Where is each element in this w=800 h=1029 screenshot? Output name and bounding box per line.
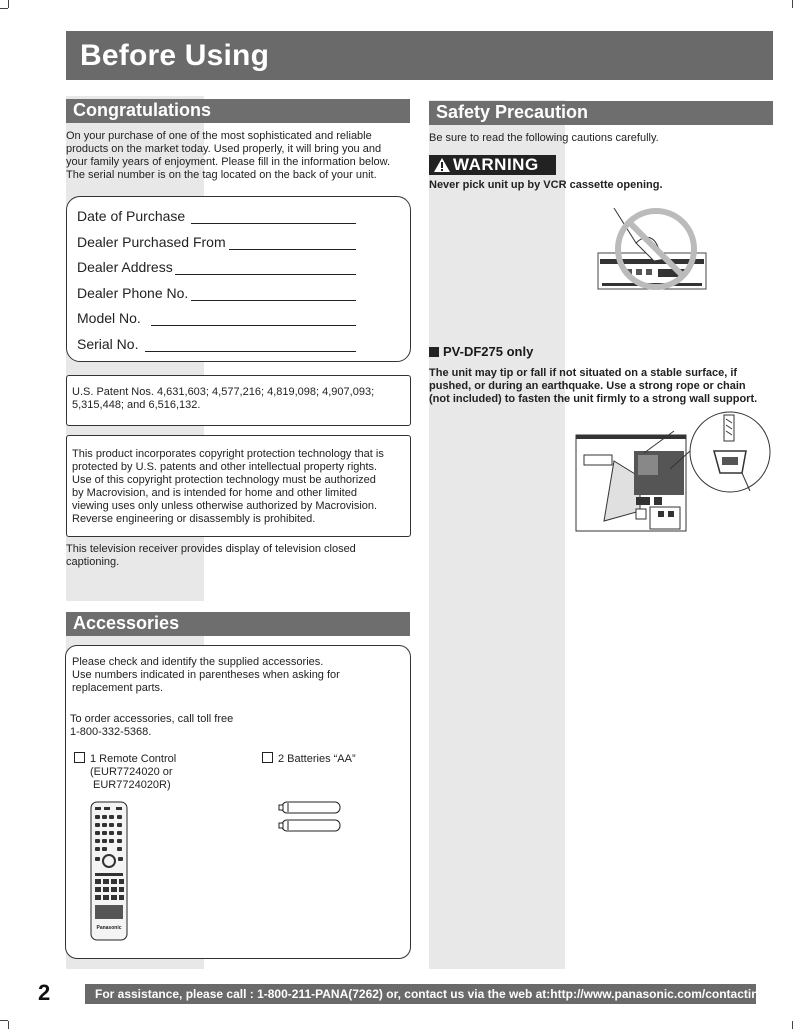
accessories-box xyxy=(65,645,411,959)
vcr-no-pickup-illustration xyxy=(596,203,708,295)
tv-strap-illustration xyxy=(574,411,774,533)
page-number: 2 xyxy=(38,980,51,1005)
assistance-footer xyxy=(85,984,770,1004)
congratulations-heading-bar xyxy=(66,99,410,123)
dealer-purchased-from-field[interactable] xyxy=(229,249,356,250)
registration-mark xyxy=(8,1021,9,1029)
captioning-text: This television receiver provides display of television closed captioning. xyxy=(66,543,356,568)
warning-label xyxy=(429,155,556,175)
safety-heading: Safety Precaution xyxy=(436,102,589,122)
registration-mark xyxy=(0,1020,8,1021)
warning-triangle-icon xyxy=(433,157,451,173)
patent-box xyxy=(66,375,411,426)
page-header xyxy=(66,31,773,80)
form-label-model: Model No. xyxy=(77,310,141,326)
serial-number-field[interactable] xyxy=(145,351,356,352)
model-heading: PV-DF275 only xyxy=(429,344,533,359)
remote-checkbox[interactable] xyxy=(74,752,85,763)
patent-text: U.S. Patent Nos. 4,631,603; 4,577,216; 4,819,098; 4,907,093; 5,315,448; and 6,516,132. xyxy=(72,386,375,411)
tip-warning-text: The unit may tip or fall if not situated on a stable surface, if pushed, or during an earthquake. Use a strong rope or chain (not included) to fasten the unit firmly to a strong wall support. xyxy=(429,367,758,405)
remote-brand-label: Panasonic xyxy=(96,925,122,931)
macrovision-box xyxy=(66,435,411,537)
congratulations-intro: On your purchase of one of the most sophisticated and reliable products on the market today. Used properly, it will bring you and your family years of enjoyment. Please fill in the information below. The serial number is on the tag located on the back of your unit. xyxy=(66,130,391,181)
accessories-check-text: Please check and identify the supplied accessories. Use numbers indicated in parentheses when asking for replacement parts. xyxy=(72,656,340,694)
accessory-item-batteries: 2 Batteries “AA” xyxy=(262,752,402,766)
page-title: Before Using xyxy=(80,39,270,72)
registration-mark xyxy=(8,0,9,8)
model-number-field[interactable] xyxy=(151,325,356,326)
registration-mark xyxy=(792,1021,793,1029)
batteries-checkbox[interactable] xyxy=(262,752,273,763)
accessories-heading: Accessories xyxy=(73,613,180,633)
registration-mark xyxy=(0,8,8,9)
form-label-date: Date of Purchase xyxy=(77,208,186,224)
safety-heading-bar xyxy=(429,101,773,125)
batteries-illustration xyxy=(277,800,343,834)
dealer-address-field[interactable] xyxy=(175,274,356,275)
form-label-serial: Serial No. xyxy=(77,336,139,352)
warning-message: Never pick unit up by VCR cassette opening. xyxy=(429,179,663,191)
registration-mark xyxy=(792,0,793,8)
form-label-dealer: Dealer Purchased From xyxy=(77,234,226,250)
remote-control-illustration xyxy=(90,801,128,941)
assistance-text: For assistance, please call : 1-800-211-PANA(7262) or, contact us via the web at:http://www.panasonic.com/contactinfo xyxy=(95,987,770,1001)
safety-intro: Be sure to read the following cautions carefully. xyxy=(429,132,659,144)
right-column-bg xyxy=(429,100,565,969)
form-label-phone: Dealer Phone No. xyxy=(77,285,189,301)
warning-text-label: WARNING xyxy=(453,155,539,174)
square-bullet-icon xyxy=(429,347,439,357)
accessory-item-remote: 1 Remote Control (EUR7724020 or EUR7724020R) xyxy=(74,752,254,792)
macrovision-text: This product incorporates copyright protection technology that is protected by U.S. patents and other intellectual property rights. Use of this copyright protection technology must be authorized by Macrovision, and is intended for home and other limited viewing uses only unless otherwise authorized by Macrovision. Reverse engineering or disassembly is prohibited. xyxy=(72,448,384,525)
date-of-purchase-field[interactable] xyxy=(191,223,356,224)
form-label-address: Dealer Address xyxy=(77,259,173,275)
purchase-info-form xyxy=(66,196,411,362)
dealer-phone-field[interactable] xyxy=(191,300,356,301)
accessories-order-text: To order accessories, call toll free 1-800-332-5368. xyxy=(70,713,234,738)
congratulations-heading: Congratulations xyxy=(73,100,211,120)
accessories-heading-bar xyxy=(66,612,410,636)
